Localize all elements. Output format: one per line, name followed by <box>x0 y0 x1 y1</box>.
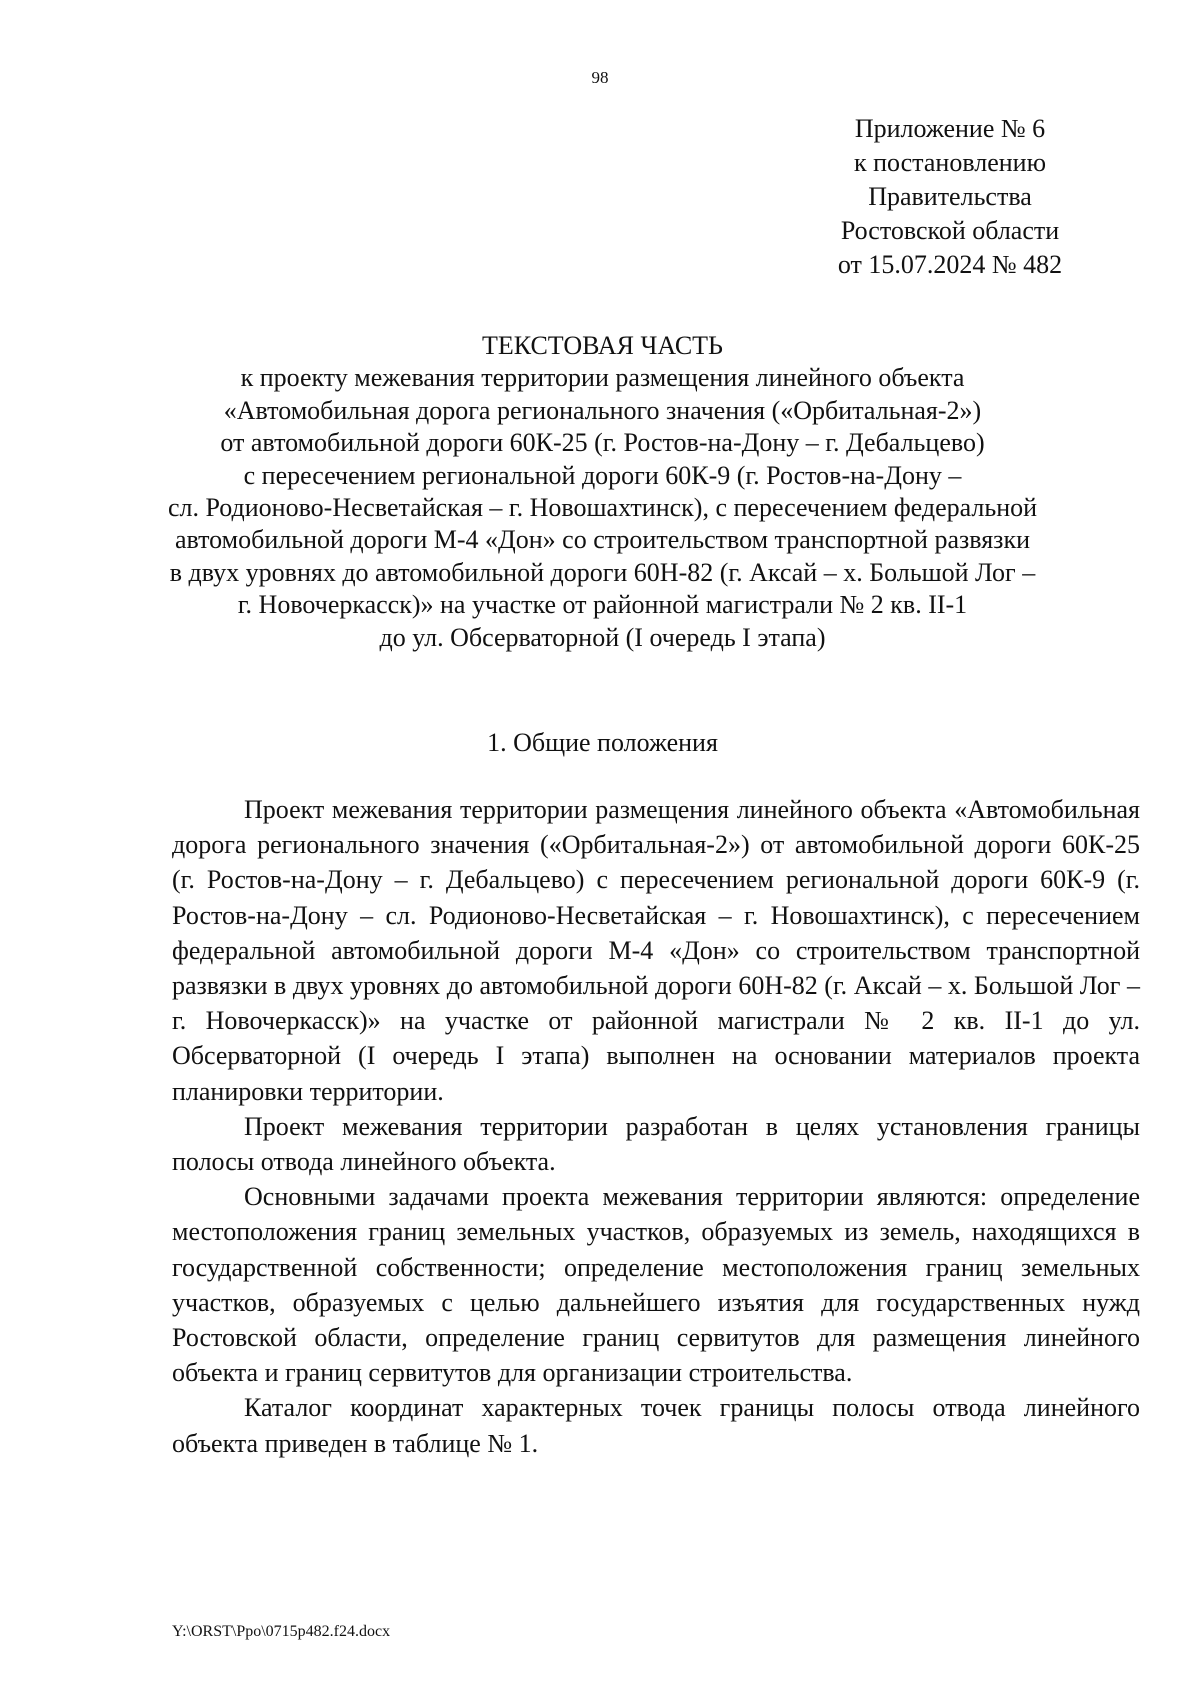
appendix-line: от 15.07.2024 № 482 <box>837 250 1063 279</box>
title-line: в двух уровнях до автомобильной дороги 60Н-82 (г. Аксай – х. Большой Лог – <box>169 557 1036 587</box>
document-title <box>160 330 1045 654</box>
footer-file-path: Y:\ORST\Ppo\0715p482.f24.docx <box>172 1623 391 1640</box>
paragraph: Каталог координат характерных точек границы полосы отвода линейного объекта приведен в таблице № 1. <box>172 1393 1140 1458</box>
paragraph: Основными задачами проекта межевания территории являются: определение местоположения границ земельных участков, образуемых из земель, находящихся в государственной собственности; определение местоположения границ земельных участков, образуемых с целью дальнейшего изъятия для государственных нужд Ростовской области, определение границ сервитутов для размещения линейного объекта и границ сервитутов для организации строительства. <box>172 1182 1140 1388</box>
title-main: ТЕКСТОВАЯ ЧАСТЬ <box>482 331 723 360</box>
appendix-line: Правительства <box>868 182 1032 211</box>
appendix-header <box>800 112 1100 282</box>
title-line: до ул. Обсерваторной (I очередь I этапа) <box>379 622 826 652</box>
title-line: от автомобильной дороги 60К-25 (г. Ростов-на-Дону – г. Дебальцево) <box>220 428 985 458</box>
title-line: автомобильной дороги М-4 «Дон» со строительством транспортной развязки <box>174 525 1030 555</box>
appendix-line: к постановлению <box>853 148 1047 177</box>
title-line: сл. Родионово-Несветайская – г. Новошахтинск), с пересечением федеральной <box>167 493 1038 523</box>
title-line: с пересечением региональной дороги 60К-9 (г. Ростов-на-Дону – <box>243 460 962 490</box>
paragraph: Проект межевания территории размещения линейного объекта «Автомобильная дорога регионального значения («Орбитальная-2») от автомобильной дороги 60К-25 (г. Ростов-на-Дону – г. Дебальцево) с пересечением региональной дороги 60К-9 (г. Ростов-на-Дону – сл. Родионово-Несветайская – г. Новошахтинск), с пересечением федеральной автомобильной дороги М-4 «Дон» со строительством транспортной развязки в двух уровнях до автомобильной дороги 60Н-82 (г. Аксай – х. Большой Лог – г. Новочеркасск)» на участке от районной магистрали № 2 кв. II-1 до ул. Обсерваторной (I очередь I этапа) выполнен на основании материалов проекта планировки территории. <box>172 795 1140 1106</box>
appendix-line: Приложение № 6 <box>854 114 1046 143</box>
title-line: г. Новочеркасск)» на участке от районной магистрали № 2 кв. II-1 <box>237 590 968 620</box>
appendix-line: Ростовской области <box>840 216 1060 245</box>
page-number: 98 <box>591 68 609 87</box>
paragraph: Проект межевания территории разработан в целях установления границы полосы отвода линейного объекта. <box>172 1111 1140 1177</box>
section-body <box>172 792 1140 1461</box>
section-heading: 1. Общие положения <box>487 728 718 757</box>
title-line: «Автомобильная дорога регионального значения («Орбитальная-2») <box>223 395 982 425</box>
title-line: к проекту межевания территории размещения линейного объекта <box>240 363 965 393</box>
